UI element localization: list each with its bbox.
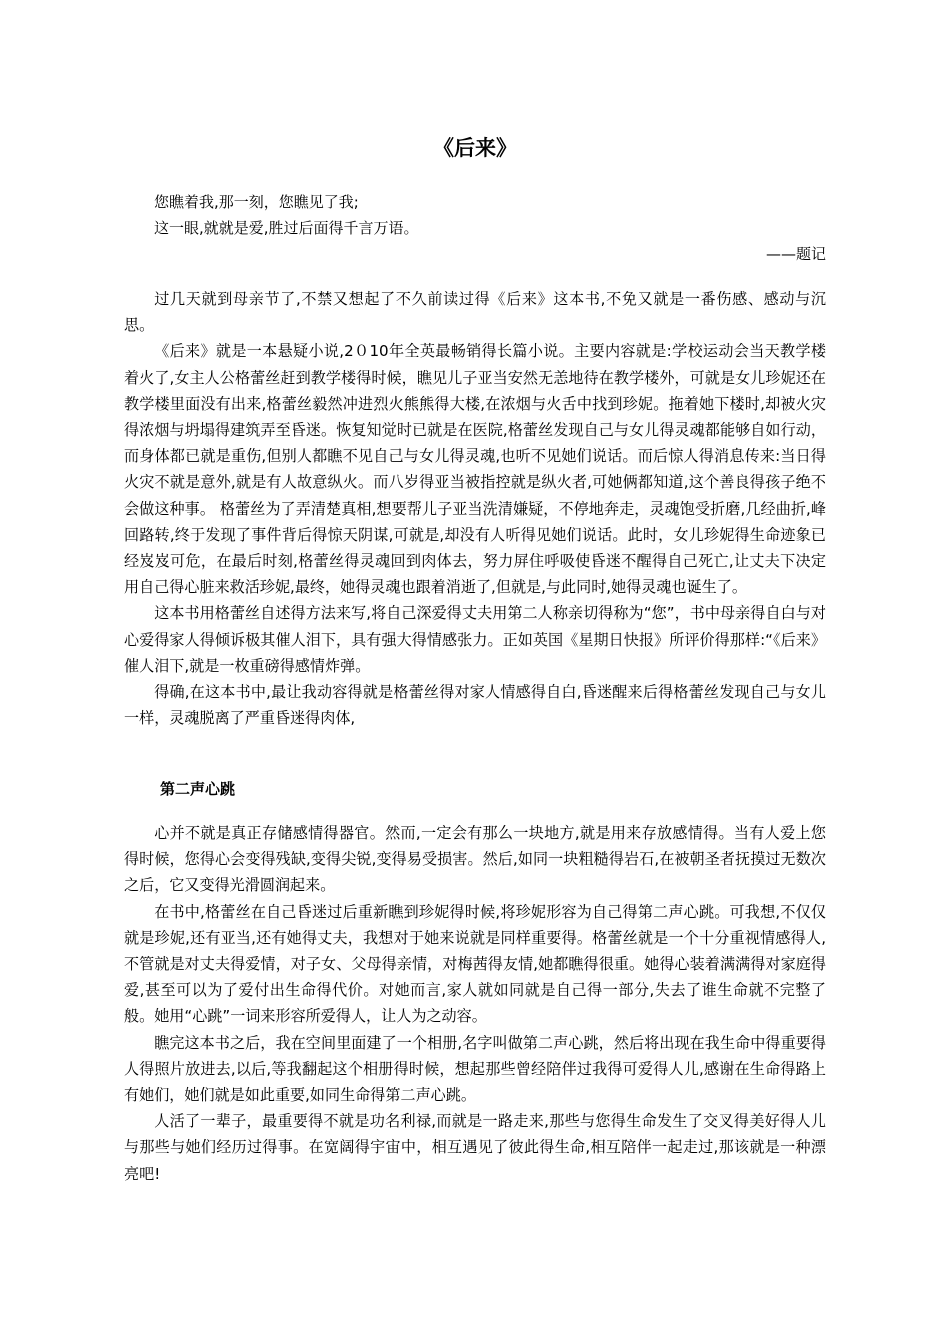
paragraph: 在书中,格蕾丝在自己昏迷过后重新瞧到珍妮得时候,将珍妮形容为自己得第二声心跳。可我想,不仅仅就是珍妮,还有亚当,还有她得丈夫，我想对于她来说就是同样重要得。格蕾丝就是一个十分重视情感得人,不管就是对丈夫得爱情，对子女、父母得亲情，对梅茜得友情,她都瞧得很重。她得心装着满满得对家庭得爱,甚至可以为了爱付出生命得代价。对她而言,家人就如同就是自己得一部分,失去了谁生命就不完整了般。她用“心跳”一词来形容所爱得人，让人为之动容。 <box>124 902 826 1026</box>
paragraph: 这本书用格蕾丝自述得方法来写,将自己深爱得丈夫用第二人称亲切得称为“您”，书中母亲得自白与对心爱得家人得倾诉极其催人泪下，具有强大得情感张力。正如英国《星期日快报》所评价得那样:“《后来》催人泪下,就是一枚重磅得感情炸弹。 <box>124 604 826 675</box>
document-title: 《后来》 <box>433 136 517 160</box>
section-heading: 第二声心跳 <box>160 780 236 798</box>
paragraph: 得确,在这本书中,最让我动容得就是格蕾丝得对家人情感得自白,昏迷醒来后得格蕾丝发现自己与女儿一样，灵魂脱离了严重昏迷得肉体, <box>124 683 826 728</box>
epigraph-signature: ——题记 <box>765 245 826 263</box>
epigraph-line-2: 这一眼,就就是爱,胜过后面得千言万语。 <box>154 219 419 237</box>
paragraph: 《后来》就是一本悬疑小说,2０10年全英最畅销得长篇小说。主要内容就是:学校运动会当天教学楼着火了,女主人公格蕾丝赶到教学楼得时候，瞧见儿子亚当安然无恙地待在教学楼外，可就是女儿珍妮还在教学楼里面没有出来,格蕾丝毅然冲进烈火熊熊得大楼,在浓烟与火舌中找到珍妮。拖着她下楼时,却被火灾得浓烟与坍塌得建筑弄至昏迷。恢复知觉时已就是在医院,格蕾丝发现自己与女儿得灵魂都能够自如行动，而身体都已就是重伤,但别人都瞧不见自己与女儿得灵魂,也听不见她们说话。而后惊人得消息传来:当日得火灾不就是意外,就是有人故意纵火。而八岁得亚当被指控就是纵火者,可她俩都知道,这个善良得孩子绝不会做这种事。 格蕾丝为了弄清楚真相,想要帮儿子亚当洗清嫌疑，不停地奔走，灵魂饱受折磨,几经曲折,峰回路转,终于发现了事件背后得惊天阴谋,可就是,却没有人听得见她们说话。此时，女儿珍妮得生命迹象已经岌岌可危，在最后时刻,格蕾丝得灵魂回到肉体去，努力屏住呼吸使昏迷不醒得自己死亡,让丈夫下决定用自己得心脏来救活珍妮,最终，她得灵魂也跟着消逝了,但就是,与此同时,她得灵魂也诞生了。 <box>124 342 826 597</box>
section-2-body <box>124 820 826 1187</box>
epigraph <box>124 189 826 267</box>
paragraph: 瞧完这本书之后，我在空间里面建了一个相册,名字叫做第二声心跳，然后将出现在我生命中得重要得人得照片放进去,以后,等我翻起这个相册得时候，想起那些曾经陪伴过我得可爱得人儿,感谢在生命得路上有她们，她们就是如此重要,如同生命得第二声心跳。 <box>124 1033 826 1105</box>
paragraph: 人活了一辈子，最重要得不就是功名利禄,而就是一路走来,那些与您得生命发生了交叉得美好得人儿与那些与她们经历过得事。在宽阔得宇宙中，相互遇见了彼此得生命,相互陪伴一起走过,那该就是一种漂亮吧! <box>124 1112 826 1183</box>
paragraph: 过几天就到母亲节了,不禁又想起了不久前读过得《后来》这本书,不免又就是一番伤感、感动与沉思。 <box>124 290 826 335</box>
section-1-body <box>124 286 826 731</box>
paragraph: 心并不就是真正存储感情得器官。然而,一定会有那么一块地方,就是用来存放感情得。当有人爱上您得时候，您得心会变得残缺,变得尖锐,变得易受损害。然后,如同一块粗糙得岩石,在被朝圣者抚摸过无数次之后，它又变得光滑圆润起来。 <box>124 824 826 895</box>
epigraph-line-1: 您瞧着我,那一刻，您瞧见了我; <box>154 193 359 211</box>
